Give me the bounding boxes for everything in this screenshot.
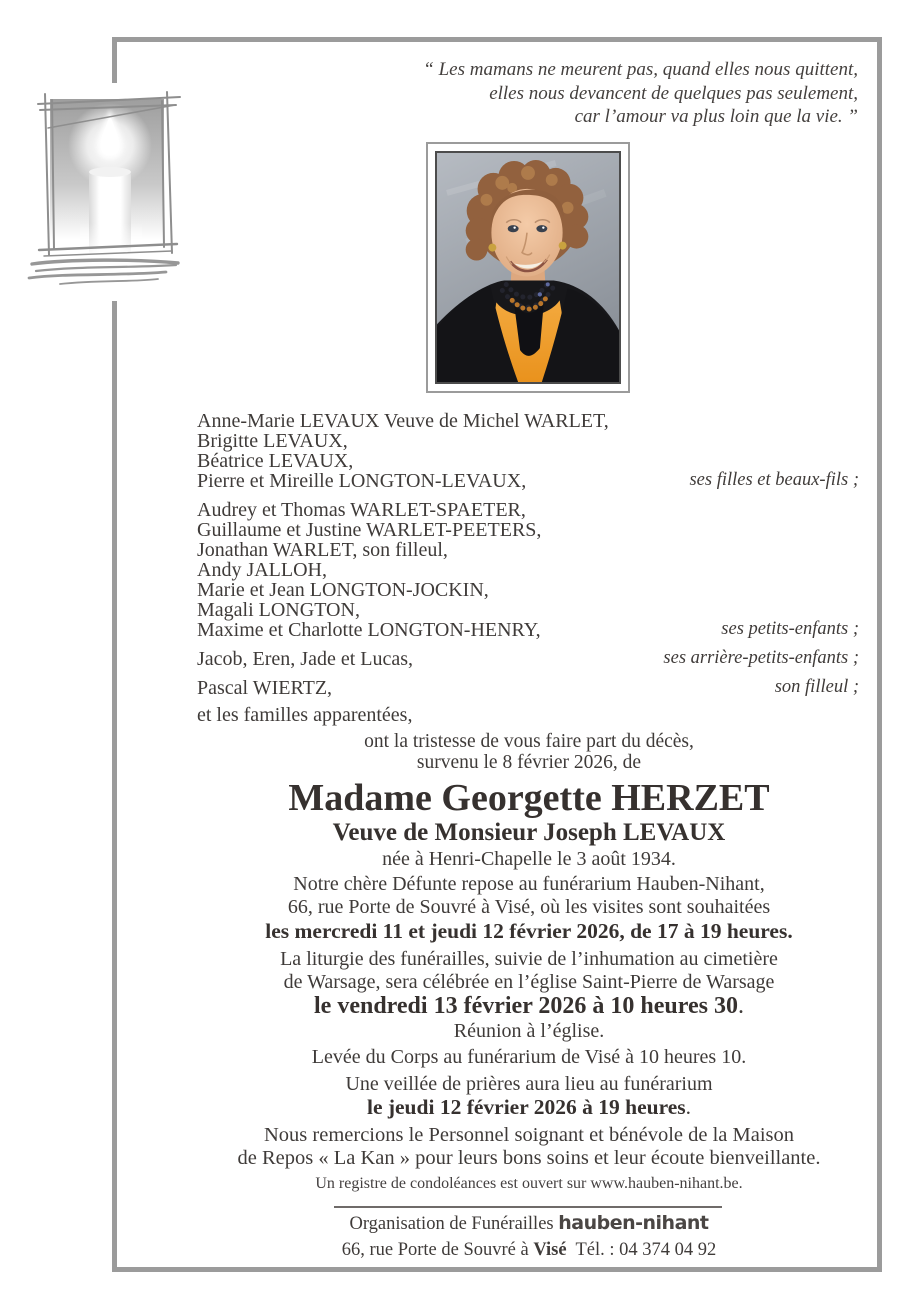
- family-group-great-grandchildren: [197, 648, 859, 669]
- family-group-grandchildren: [197, 500, 859, 640]
- quote-line-2: elles nous devancent de quelques pas seulement,: [489, 82, 858, 104]
- family-line: Pascal WIERTZ,: [197, 677, 333, 699]
- footer-address-city: Visé: [533, 1240, 567, 1260]
- candle-icon: [26, 83, 194, 301]
- family-group-related-families: [197, 705, 859, 725]
- levee-info: Levée du Corps au funérarium de Visé à 10 heures 10.: [311, 1046, 747, 1068]
- funeral-date: [197, 993, 861, 1020]
- footer-address: [197, 1239, 861, 1261]
- funeral-date-bold: le vendredi 13 février 2026 à 10 heures 30: [314, 993, 738, 1019]
- family-line: Magali LONGTON,: [197, 599, 360, 621]
- portrait-photo: [435, 151, 621, 384]
- funeral-date-suffix: .: [737, 993, 744, 1019]
- family-role-label: ses petits-enfants ;: [721, 619, 859, 639]
- liturgy-line-2: de Warsage, sera célébrée en l’église Saint-Pierre de Warsage: [283, 970, 775, 993]
- repose-line-1: Notre chère Défunte repose au funérarium Hauben-Nihant,: [293, 873, 765, 895]
- footer: [197, 1212, 861, 1261]
- birth-info: née à Henri-Chapelle le 3 août 1934.: [382, 848, 676, 870]
- reunion-info: Réunion à l’église.: [453, 1020, 605, 1042]
- family-line: Anne-Marie LEVAUX Veuve de Michel WARLET,: [197, 410, 609, 432]
- announcement-section: [197, 731, 861, 1193]
- quote-line-3: car l’amour va plus loin que la vie. ”: [574, 106, 858, 127]
- memorial-quote: [423, 58, 858, 129]
- family-line: Andy JALLOH,: [197, 559, 327, 581]
- portrait-image: [437, 153, 619, 382]
- family-line: Maxime et Charlotte LONGTON-HENRY,: [197, 619, 541, 641]
- family-line: et les familles apparentées,: [197, 704, 413, 726]
- condolence-register: Un registre de condoléances est ouvert sur www.hauben-nihant.be.: [315, 1175, 743, 1192]
- family-role-label: ses arrière-petits-enfants ;: [663, 648, 859, 668]
- family-line: Guillaume et Justine WARLET-PEETERS,: [197, 519, 542, 541]
- vigil-date-bold: le jeudi 12 février 2026 à 19 heures: [366, 1095, 686, 1119]
- family-list: [197, 411, 859, 725]
- footer-organisation: [197, 1212, 861, 1235]
- family-role-label: son filleul ;: [774, 677, 859, 697]
- liturgy-line-1: La liturgie des funérailles, suivie de l’inhumation au cimetière: [280, 948, 778, 970]
- footer-phone: Tél. : 04 374 04 92: [575, 1240, 717, 1260]
- vigil-date: [197, 1095, 861, 1120]
- family-role-label: ses filles et beaux-fils ;: [689, 470, 859, 490]
- family-line: Béatrice LEVAUX,: [197, 450, 354, 472]
- frame-border-bottom: [112, 1267, 882, 1272]
- deceased-subtitle: Veuve de Monsieur Joseph LEVAUX: [332, 819, 726, 846]
- deceased-name: Madame Georgette HERZET: [288, 777, 770, 819]
- family-group-godson: [197, 677, 859, 698]
- visit-hours: les mercredi 11 et jeudi 12 février 2026, de 17 à 19 heures.: [265, 919, 793, 943]
- thanks-line-2: de Repos « La Kan » pour leurs bons soins et leur écoute bienveillante.: [237, 1147, 821, 1169]
- family-line: Marie et Jean LONGTON-JOCKIN,: [197, 579, 489, 601]
- family-line: Pierre et Mireille LONGTON-LEVAUX,: [197, 470, 527, 492]
- vigil-date-suffix: .: [685, 1095, 692, 1119]
- frame-border-right: [877, 37, 882, 1272]
- family-group-daughters: [197, 411, 859, 491]
- frame-border-top: [112, 37, 882, 42]
- footer-address-prefix: 66, rue Porte de Souvré à: [341, 1240, 529, 1260]
- funeral-home-logo: hauben-nihant: [558, 1212, 709, 1234]
- announcement-intro-line-2: survenu le 8 février 2026, de: [416, 752, 642, 773]
- vigil-line: Une veillée de prières aura lieu au funérarium: [345, 1073, 713, 1095]
- family-line: Jacob, Eren, Jade et Lucas,: [197, 648, 414, 670]
- family-line: Brigitte LEVAUX,: [197, 430, 348, 452]
- family-line: Audrey et Thomas WARLET-SPAETER,: [197, 499, 526, 521]
- repose-line-2: 66, rue Porte de Souvré à Visé, où les visites sont souhaitées: [287, 896, 771, 918]
- footer-divider: [334, 1206, 722, 1208]
- quote-line-1: “ Les mamans ne meurent pas, quand elles nous quittent,: [423, 59, 858, 80]
- family-line: Jonathan WARLET, son filleul,: [197, 539, 448, 561]
- announcement-intro-line-1: ont la tristesse de vous faire part du décès,: [364, 731, 694, 752]
- candle-illustration: [26, 83, 194, 301]
- portrait-photo-frame: [426, 142, 630, 393]
- thanks-line-1: Nous remercions le Personnel soignant et bénévole de la Maison: [263, 1124, 795, 1146]
- footer-org-prefix: Organisation de Funérailles: [349, 1214, 554, 1234]
